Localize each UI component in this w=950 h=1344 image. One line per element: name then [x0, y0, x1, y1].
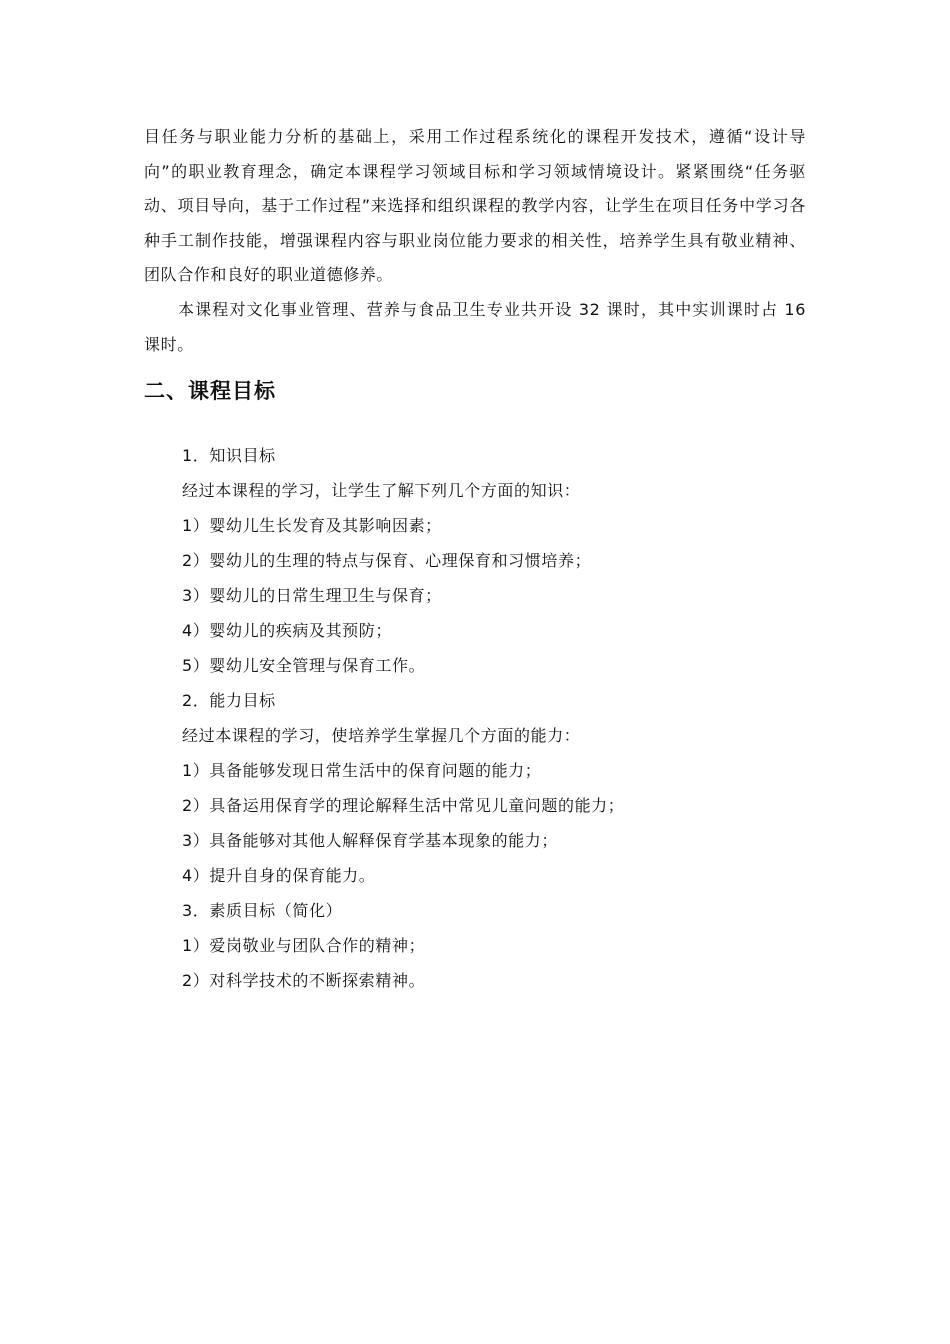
- ability-title: 2．能力目标: [182, 691, 276, 710]
- ability-item: 1）具备能够发现日常生活中的保育问题的能力；: [182, 761, 542, 780]
- ability-item: 3）具备能够对其他人解释保育学基本现象的能力；: [182, 831, 558, 850]
- intro-paragraph-block: [144, 120, 806, 293]
- quality-item: 2）对科学技术的不断探索精神。: [182, 971, 426, 990]
- knowledge-lead: 经过本课程的学习，让学生了解下列几个方面的知识：: [182, 481, 581, 500]
- section-heading: 二、课程目标: [144, 379, 276, 403]
- hours-paragraph-block: [144, 293, 806, 362]
- knowledge-item: 5）婴幼儿安全管理与保育工作。: [182, 656, 426, 675]
- knowledge-title: 1．知识目标: [182, 446, 276, 465]
- knowledge-item: 3）婴幼儿的日常生理卫生与保育；: [182, 586, 442, 605]
- knowledge-item: 4）婴幼儿的疾病及其预防；: [182, 621, 392, 640]
- ability-item: 2）具备运用保育学的理论解释生活中常见儿童问题的能力；: [182, 796, 625, 815]
- hours-paragraph: 本课程对文化事业管理、营养与食品卫生专业共开设 32 课时，其中实训课时占 16 课时。: [144, 300, 806, 354]
- ability-lead: 经过本课程的学习，使培养学生掌握几个方面的能力：: [182, 726, 581, 745]
- knowledge-item: 2）婴幼儿的生理的特点与保育、心理保育和习惯培养；: [182, 551, 592, 570]
- objectives-list: [182, 438, 624, 998]
- quality-title: 3．素质目标（简化）: [182, 901, 343, 920]
- intro-paragraph: 目任务与职业能力分析的基础上，采用工作过程系统化的课程开发技术，遵循“设计导向”的职业教育理念，确定本课程学习领域目标和学习领域情境设计。紧紧围绕“任务驱动、项目导向，基于工作过程”来选择和组织课程的教学内容，让学生在项目任务中学习各种手工制作技能，增强课程内容与职业岗位能力要求的相关性，培养学生具有敬业精神、团队合作和良好的职业道德修养。: [144, 127, 806, 284]
- quality-item: 1）爱岗敬业与团队合作的精神；: [182, 936, 426, 955]
- knowledge-item: 1）婴幼儿生长发育及其影响因素；: [182, 516, 442, 535]
- ability-item: 4）提升自身的保育能力。: [182, 866, 376, 885]
